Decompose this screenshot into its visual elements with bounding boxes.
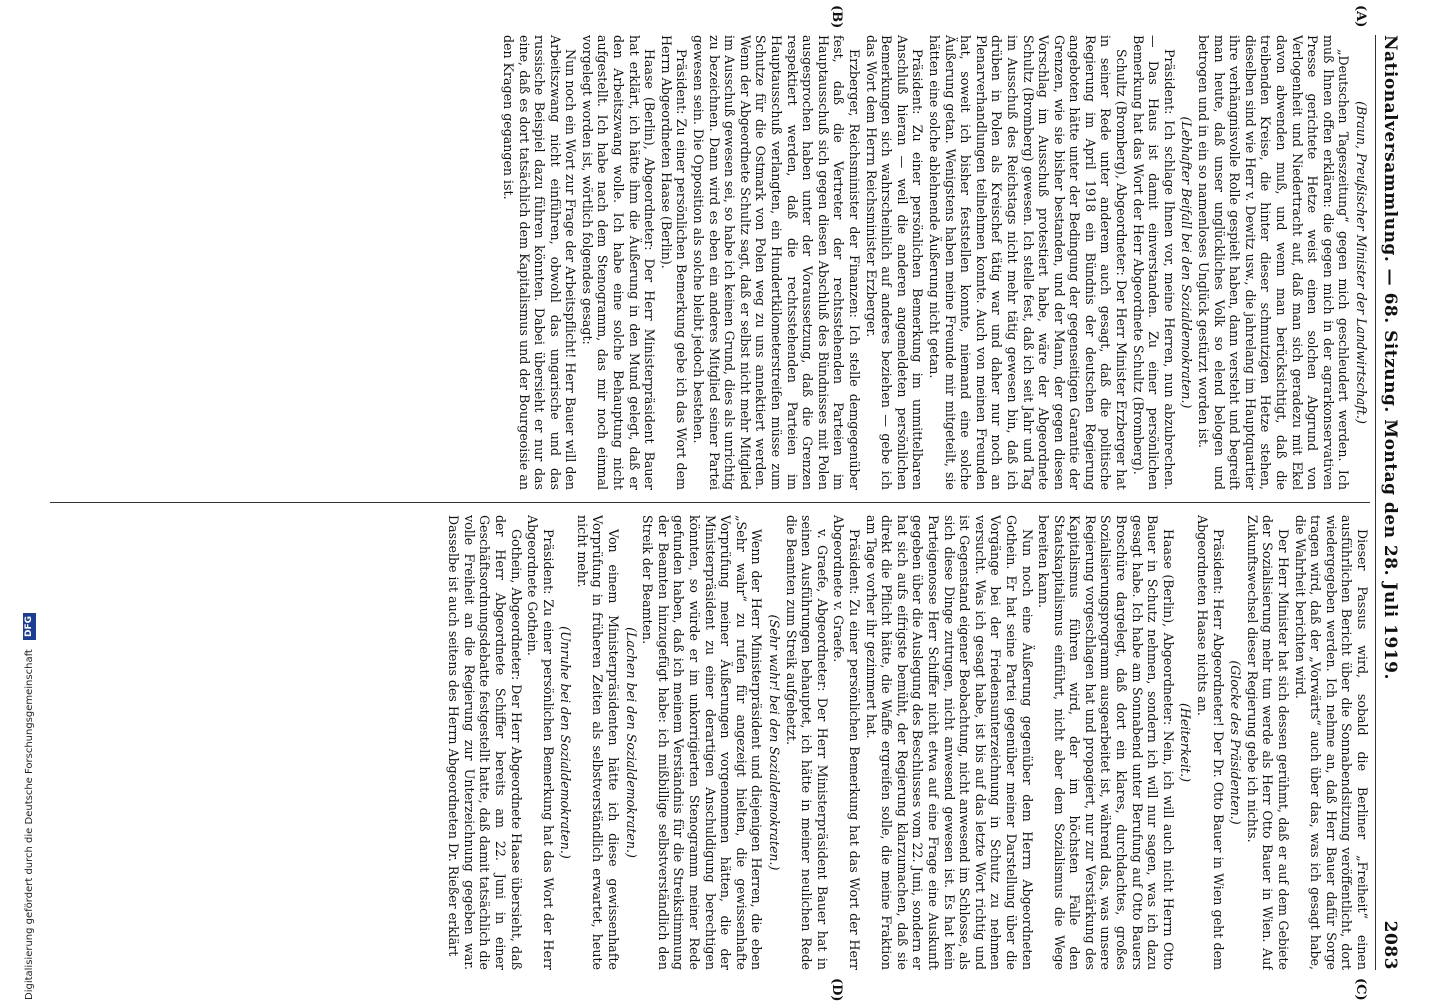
paragraph: Haase (Berlin), Abgeordneter: Der Herr Ministerpräsident Bauer hat erklärt, ich hätte ihm die Äußerung in den Mund gelegt, daß er den Arbeitszwang wolle. Ich habe eine solche Behauptung nicht aufgestellt. Ich habe nach dem Stenogramm, das mir noch einmal vorgelegt worden ist, wörtlich folgendes gesagt: xyxy=(579,35,658,490)
page-header xyxy=(1375,35,1404,970)
margin-marker-d: (D) xyxy=(829,978,844,1002)
stage-direction: (Sehr wahr! bei den Sozialdemokraten.) xyxy=(767,614,783,871)
paragraph: Präsident: Ich schlage Ihnen vor, meine Herren, nun abzubrechen. — Das Haus ist damit einverstanden. Zu einer persönlichen Bemerkung hat das Wort der Herr Abgeordnete Schultz (Bromberg). xyxy=(1130,35,1177,490)
paragraph: Schultz (Bromberg), Abgeordneter: Der Herr Minister Erzberger hat in seiner Rede unter anderem auch gesagt, daß die politische Regierung im April 1918 ein Bündnis der deutschen Regierung angeboten hätte unter der Bedingung der gegenseitigen Garantie der Grenzen, wie sie bisher bestanden, und der Mann, der gegen diesen Vorschlag im Ausschuß protestiert habe, wäre der Abgeordnete Schultz (Bromberg) gewesen. Ich stelle fest, daß ich seit Jahr und Tag im Ausschuß des Reichstags nicht mehr tätig gewesen bin, daß ich drüben in Polen als Kreischef tätig war und daher nur noch an Plenarverhandlungen teilnehmen konnte. Auch von meinen Freunden hat, soweit ich bisher feststellen konnte, niemand eine solche Äußerung getan. Wenigstens haben meine Freunde mir mitgeteilt, sie hätten eine solche ablehnende Äußerung nicht getan. xyxy=(926,35,1130,490)
stage-direction: (Heiterkeit.) xyxy=(1178,703,1194,782)
paragraph: Präsident: Herr Abgeordneter! Der Dr. Otto Bauer in Wien geht dem Abgeordneten Haase nichts an. xyxy=(1195,515,1226,970)
digitization-credit xyxy=(0,0,35,1000)
paragraph: Präsident: Zu einer persönlichen Bemerkung gebe ich das Wort dem Herrn Abgeordneten Haase (Berlin). xyxy=(658,35,690,490)
paragraph: Gothein, Abgeordneter: Der Herr Abgeordnete Haase übersieht, daß der Herr Abgeordnete Schiffer bereits am 22. Juni in einer Geschäftsordnungsdebatte festgestellt hatte, daß damit tatsächlich die volle Freiheit an die Regierung zur Unterzeichnung gegeben war. Dasselbe ist auch seitens des Herrn Abgeordneten Dr. Rießer erklärt xyxy=(446,515,524,970)
paragraph: Von einem Ministerpräsidenten hätte ich diese gewissenhafte Vorprüfung in früheren Zeiten als selbstverständlich erwartet, heute nicht mehr. xyxy=(574,515,622,970)
stage-direction: (Lachen bei den Sozialdemokraten.) xyxy=(623,627,639,858)
stage-direction: (Glocke des Präsidenten.) xyxy=(1228,660,1244,825)
stage-direction: (Braun, Preußischer Minister der Landwirtschaft.) xyxy=(1354,101,1369,424)
paragraph: Haase (Berlin), Abgeordneter: Nein, ich will auch nicht Herrn Otto Bauer in Schutz nehmen, sondern ich will nur sagen, was ich dazu gesagt habe. Ich habe am Sonnabend unter Berufung auf Otto Bauers Broschüre dargelegt, daß dort ein klares, durchdachtes, großes Sozialisierungsprogramm ausgearbeitet ist, während das, was unsere Regierung vorgeschlagen hat und propagiert, nur zur Verstärkung des Kapitalismus führen wird, der im höchsten Falle den Staatskapitalismus einführt, nicht aber dem Sozialismus die Wege bereiten kann. xyxy=(1036,515,1176,970)
dfg-logo: DFG xyxy=(23,613,36,640)
stage-direction: (Unruhe bei den Sozialdemokraten.) xyxy=(558,626,574,859)
paragraph: Erzberger, Reichsminister der Finanzen: Ich stelle demgegenüber fest, daß die Vertreter der rechtsstehenden Parteien im Hauptausschuß sich gegen diesen Abschluß des Bündnisses mit Polen ausgesprochen haben unter der Voraussetzung, daß die Grenzen respektiert werden, daß die rechtsstehenden Parteien im Hauptausschuß verlangten, ein Hundertkilometerstreifen müsse zum Schutze für die Ostmark von Polen weg zu uns annektiert werden. Wenn der Abgeordnete Schultz sagt, daß er selbst nicht mehr Mitglied im Ausschuß gewesen sei, so habe ich keinen Grund, dies als unrichtig zu bezeichnen. Dann wird es eben ein anderes Mitglied seiner Partei gewesen sein. Die Opposition als solche bleibt jedoch bestehen. xyxy=(691,35,862,490)
paragraph: Dieser Passus wird, sobald die Berliner „Freiheit“ einen ausführlichen Bericht über die Sonnabendsitzung veröffentlicht, dort wiedergegeben werden. Ich nehme an, daß Herr Bauer dafür Sorge tragen wird, daß der „Vorwärts“ auch über das, was ich gesagt habe, die Wahrheit berichten wird. xyxy=(1292,515,1370,970)
left-column xyxy=(50,35,1370,490)
paragraph: Präsident: Zu einer persönlichen Bemerkung im unmittelbaren Anschluß hieran — weil die anderen angemeldeten persönlichen Bemerkungen sich wahrscheinlich auf anderes beziehen — gebe ich das Wort dem Herrn Reichsminister Erzberger. xyxy=(863,35,926,490)
paragraph: Nun noch ein Wort zur Frage der Arbeitspflicht! Herr Bauer will den Arbeitszwang nicht einführen, obwohl das ungarische und das russische Beispiel dazu führen könnten. Dabei übersieht er nur das eine, daß es dort tatsächlich dem Kapitalismus und der Bourgeoisie an den Kragen gegangen ist. xyxy=(500,35,579,490)
page-title: Nationalversammlung. — 68. Sitzung. Montag den 28. Juli 1919. xyxy=(1380,35,1400,680)
paragraph: Präsident: Zu einer persönlichen Bemerkung hat das Wort der Herr Abgeordnete v. Graefe. xyxy=(831,515,862,970)
margin-marker-c: (C) xyxy=(1353,978,1368,1001)
paragraph: v. Graefe, Abgeordneter: Der Herr Ministerpräsident Bauer hat in seinen Ausführungen behauptet, ich hätte in meiner neulichen Rede die Beamten zum Streik aufgehetzt. xyxy=(783,515,830,970)
paragraph: Wenn der Herr Ministerpräsident und diejenigen Herren, die eben „Sehr wahr“ zu rufen für angezeigt hielten, die gewissenhafte Vorprüfung meiner Äußerungen vorgenommen hätten, die der Ministerpräsident zu einer derartigen Anschuldigung berechtigen könnten, so würde er im unkorrigierten Stenogramm meiner Rede gefunden haben, daß ich meinem Verständnis für die Streikstimmung der Beamten hinzugefügt habe: ich mißbillige selbstverständlich den Streik der Beamten. xyxy=(640,515,765,970)
margin-marker-b: (B) xyxy=(829,5,844,29)
newspaper-page xyxy=(34,5,1404,1002)
right-column xyxy=(50,515,1370,970)
column-divider xyxy=(50,502,1370,503)
margin-marker-a: (A) xyxy=(1353,5,1368,28)
paragraph: „Deutschen Tageszeitung“ gegen mich geschleudert werden. Ich muß Ihnen offen erklären: die gegen mich in der agrarkonservativen Presse gerichtete Hetze weist einen solchen Abgrund von Verlogenheit und Niedertracht auf, daß man sich geradezu mit Ekel davon abwenden muß, und wenn man berücksichtigt, daß die treibenden Kreise, die hinter dieser schmutzigen Hetze stehen, dieselben sind wie Herr v. Dewitz usw., die jahrelang im Hauptquartier ihre verhängnisvolle Rolle gespielt haben, dann versteht und begreift man heute, daß unser unglückliches Volk so elend belogen und betrogen und in ein so namenloses Unglück gestürzt worden ist. xyxy=(1196,35,1352,490)
page-number: 2083 xyxy=(1380,920,1400,970)
paragraph: Nun noch eine Äußerung gegenüber dem Herrn Abgeordneten Gothein. Er hat seine Partei gegenüber meiner Darstellung über die Vorgänge bei der Friedensunterzeichnung in Schutz zu nehmen versucht. Was ich gesagt habe, ist bis auf das letzte Wort richtig und ist Gegenstand eigener Beobachtung, nicht anwesend im Schlosse, als sich diese Dinge zutrugen, nicht anwesend gewesen ist. Es hat kein Parteigenosse Herr Schiffer nicht etwa auf eine Frage eine Auskunft gegeben über die Auslegung des Beschlusses vom 22. Juni, sondern er hat sich aufs eifrigste bemüht, der Regierung klarzumachen, daß sie direkt die Pflicht hätte, die Waffe ergreifen solle, die meine Fraktion am Tage vorher ihr gezimmert hat. xyxy=(863,515,1035,970)
paragraph: Der Herr Minister hat sich dessen gerühmt, daß er auf dem Gebiete der Sozialisierung mehr tun werde als Herr Otto Bauer in Wien. Auf Zukunftswechsel dieser Regierung gebe ich nichts. xyxy=(1244,515,1292,970)
paragraph: Präsident: Zu einer persönlichen Bemerkung hat das Wort der Herr Abgeordnete Gothein. xyxy=(525,515,556,970)
credit-text: Digitalisierung gefördert durch die Deutsche Forschungsgemeinschaft xyxy=(24,649,35,1000)
stage-direction: (Lebhafter Beifall bei den Sozialdemokraten.) xyxy=(1179,116,1195,409)
